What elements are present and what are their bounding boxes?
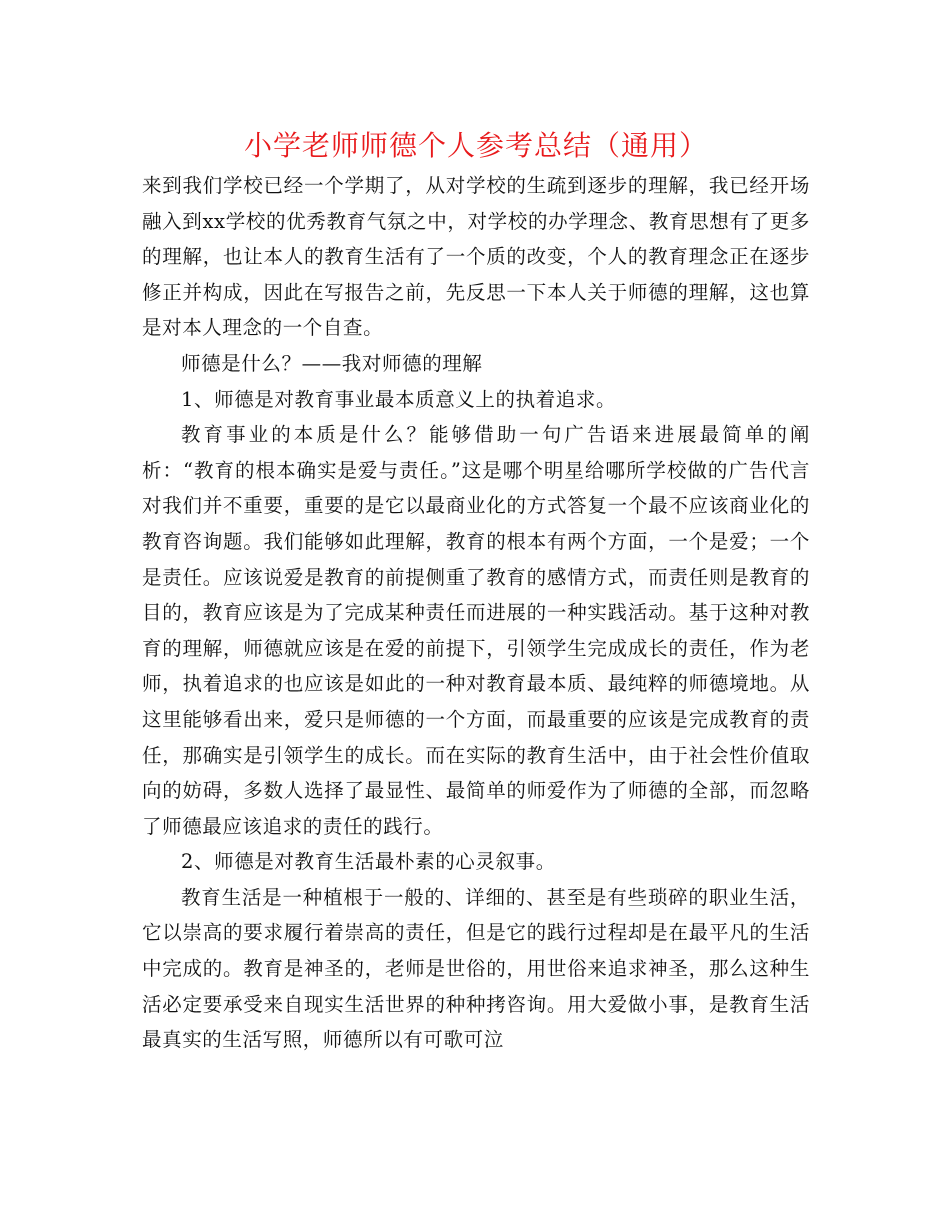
paragraph: 来到我们学校已经一个学期了，从对学校的生疏到逐步的理解，我已经开场融入到xx学校的优秀教育气氛之中，对学校的办学理念、教育思想有了更多的理解，也让本人的教育生活有了一个质的改变，个人的教育理念正在逐步修正并构成，因此在写报告之前，先反思一下本人关于师德的理解，这也算是对本人理念的一个自查。: [142, 174, 810, 340]
paragraph: 2、师德是对教育生活最朴素的心灵叙事。: [181, 850, 556, 874]
paragraph: 教育生活是一种植根于一般的、详细的、甚至是有些琐碎的职业生活，它以崇高的要求履行着崇高的责任，但是它的践行过程却是在最平凡的生活中完成的。教育是神圣的，老师是世俗的，用世俗来追求神圣，那么这种生活必定要承受来自现实生活世界的种种拷咨询。用大爱做小事，是教育生活最真实的生活写照，师德所以有可歌可泣: [142, 885, 810, 1052]
paragraph: 1、师德是对教育事业最本质意义上的执着追求。: [181, 387, 617, 411]
paragraph: 教育事业的本质是什么？能够借助一句广告语来进展最简单的阐析：“教育的根本确实是爱与责任。”这是哪个明星给哪所学校做的广告代言对我们并不重要，重要的是它以最商业化的方式答复一个最不应该商业化的教育咨询题。我们能够如此理解，教育的根本有两个方面，一个是爱；一个是责任。应该说爱是教育的前提侧重了教育的感情方式，而责任则是教育的目的，教育应该是为了完成某种责任而进展的一种实践活动。基于这种对教育的理解，师德就应该是在爱的前提下，引领学生完成成长的责任，作为老师，执着追求的也应该是如此的一种对教育最本质、最纯粹的师德境地。从这里能够看出来，爱只是师德的一个方面，而最重要的应该是完成教育的责任，那确实是引领学生的成长。而在实际的教育生活中，由于社会性价值取向的妨碍，多数人选择了最显性、最简单的师爱作为了师德的全部，而忽略了师德最应该追求的责任的践行。: [142, 423, 810, 838]
document-page: [142, 124, 810, 1058]
document-body: [142, 168, 810, 1058]
document-title: 小学老师师德个人参考总结（通用）: [243, 129, 708, 162]
paragraph: 师德是什么？——我对师德的理解: [181, 351, 483, 375]
